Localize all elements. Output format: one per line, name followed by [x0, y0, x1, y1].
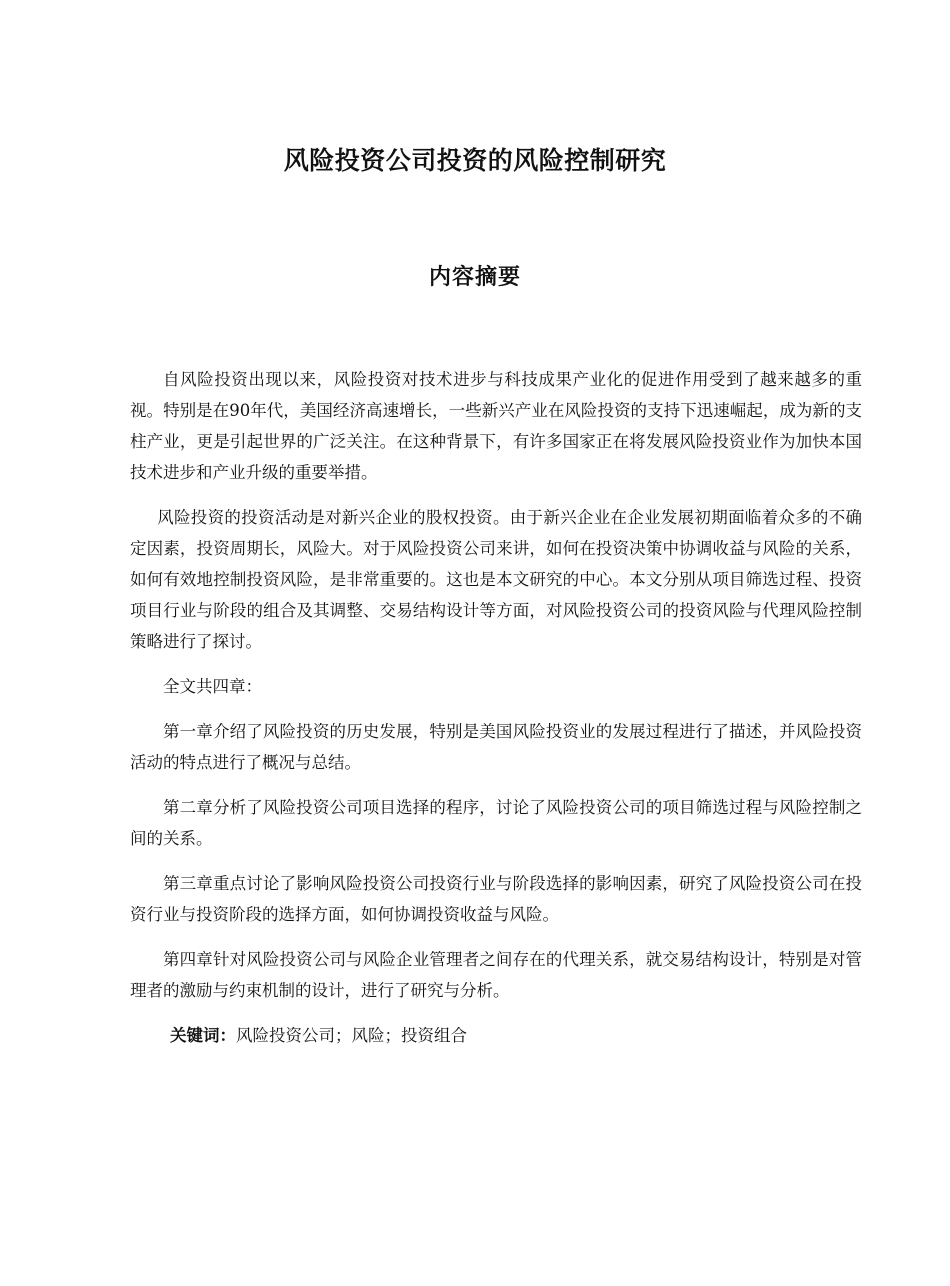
- keywords-value: 风险投资公司；风险；投资组合: [236, 1026, 467, 1045]
- keywords-line: [130, 1020, 862, 1051]
- keywords-label: 关键词：: [170, 1026, 236, 1045]
- abstract-paragraph-6: 第三章重点讨论了影响风险投资公司投资行业与阶段选择的影响因素，研究了风险投资公司在投资行业与投资阶段的选择方面，如何协调投资收益与风险。: [130, 874, 862, 924]
- abstract-paragraph-5: 第二章分析了风险投资公司项目选择的程序，讨论了风险投资公司的项目筛选过程与风险控制之间的关系。: [130, 798, 862, 848]
- abstract-paragraph-1: 自风险投资出现以来，风险投资对技术进步与科技成果产业化的促进作用受到了越来越多的重视。特别是在90年代，美国经济高速增长，一些新兴产业在风险投资的支持下迅速崛起，成为新的支柱产业，更是引起世界的广泛关注。在这种背景下，有许多国家正在将发展风险投资业作为加快本国技术进步和产业升级的重要举措。: [130, 370, 862, 482]
- abstract-paragraph-2: 风险投资的投资活动是对新兴企业的股权投资。由于新兴企业在企业发展初期面临着众多的不确定因素，投资周期长，风险大。对于风险投资公司来讲，如何在投资决策中协调收益与风险的关系，如何有效地控制投资风险，是非常重要的。这也是本文研究的中心。本文分别从项目筛选过程、投资项目行业与阶段的组合及其调整、交易结构设计等方面，对风险投资公司的投资风险与代理风险控制策略进行了探讨。: [130, 508, 862, 651]
- abstract-paragraph-3: 全文共四章：: [163, 677, 262, 696]
- abstract-body: [130, 364, 862, 1051]
- abstract-paragraph-4: 第一章介绍了风险投资的历史发展，特别是美国风险投资业的发展过程进行了描述，并风险投资活动的特点进行了概况与总结。: [130, 722, 862, 772]
- abstract-heading: 内容摘要: [428, 265, 521, 290]
- document-title: 风险投资公司投资的风险控制研究: [283, 146, 667, 175]
- abstract-paragraph-7: 第四章针对风险投资公司与风险企业管理者之间存在的代理关系，就交易结构设计，特别是对管理者的激励与约束机制的设计，进行了研究与分析。: [130, 950, 862, 1000]
